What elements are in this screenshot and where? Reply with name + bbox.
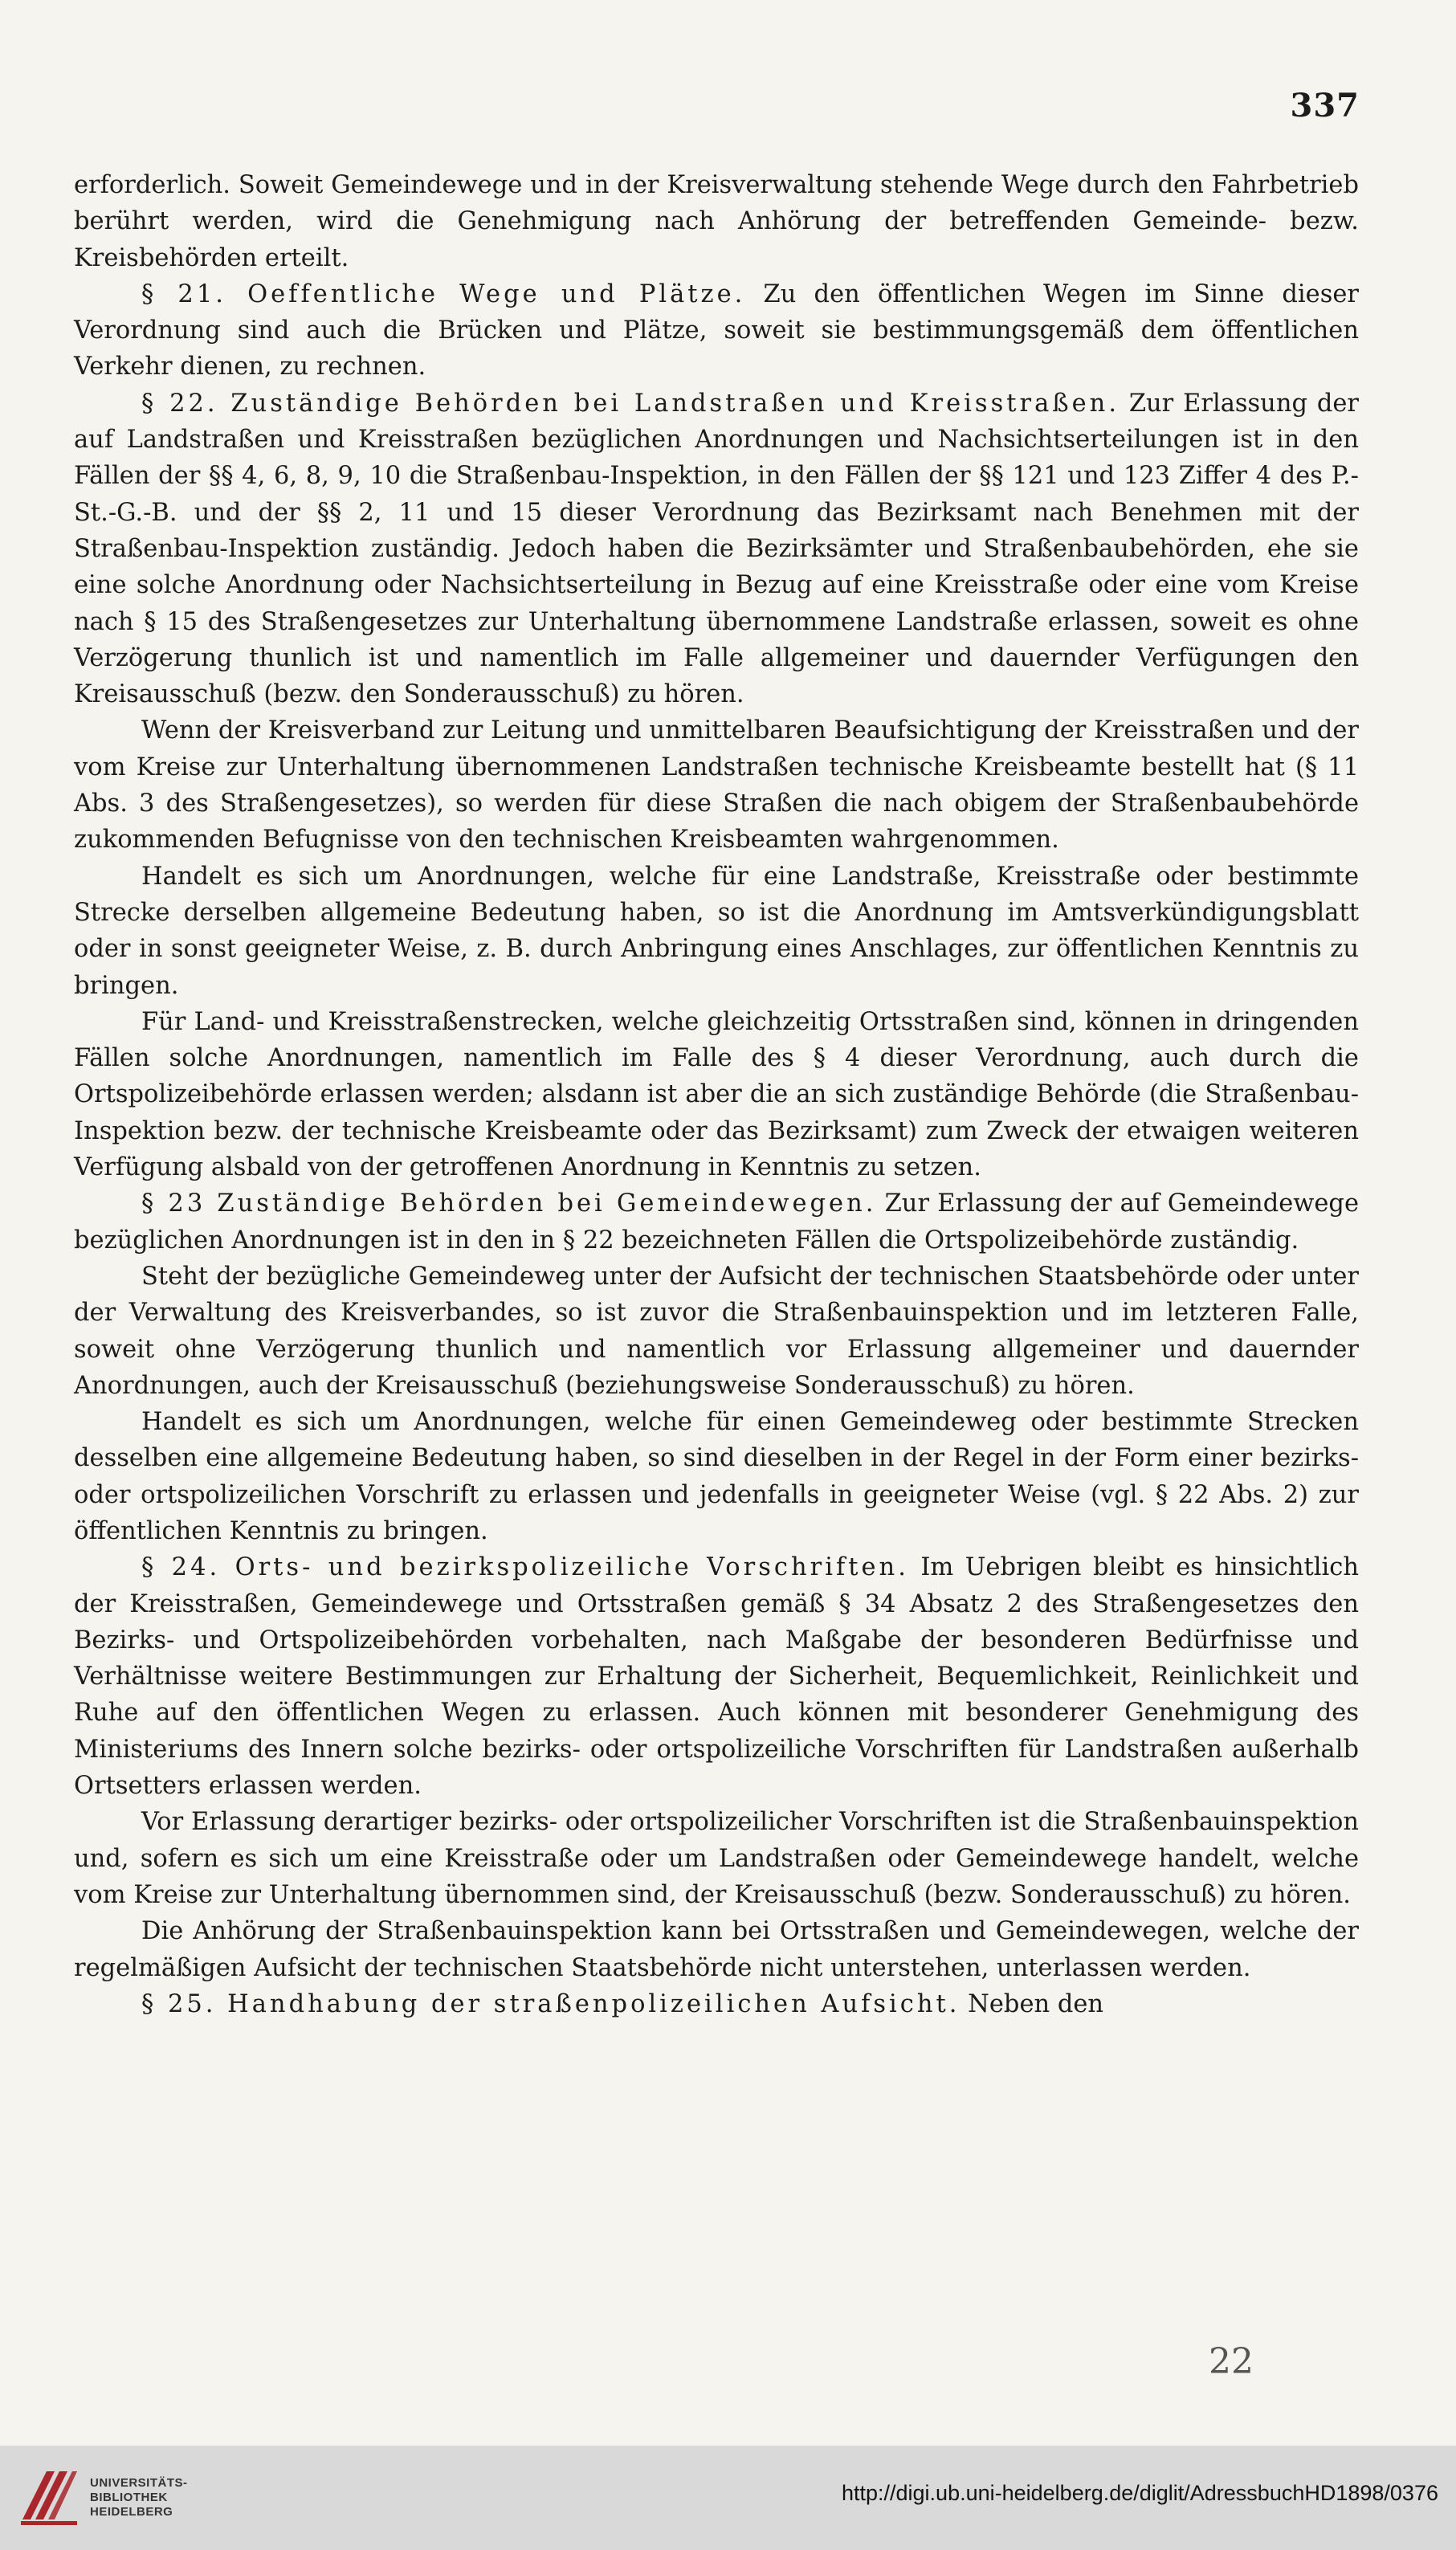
paragraph-24-anhoerung bbox=[74, 1913, 1359, 1986]
footer-bar bbox=[0, 2446, 1456, 2550]
page-number: 337 bbox=[1290, 87, 1360, 124]
library-logo-icon bbox=[14, 2463, 84, 2532]
paragraph-23 bbox=[74, 1185, 1359, 1259]
paragraph-22 bbox=[74, 386, 1359, 713]
paragraph-text: Für Land- und Kreisstraßenstrecken, welche gleichzeitig Ortsstraßen sind, können in dringenden Fällen solche Anordnungen, namentlich im Falle des § 4 dieser Verordnung, auch durch die Ortspolizeibehörde erlassen werden; alsdann ist aber die an sich zuständige Behörde (die Straßenbau-Inspektion bezw. der technische Kreisbeamte oder das Bezirksamt) zum Zweck der etwaigen weiteren Verfügung alsbald von der getroffenen Anordnung in Kenntnis zu setzen. bbox=[74, 1007, 1359, 1182]
paragraph-text: Handelt es sich um Anordnungen, welche für einen Gemeindeweg oder bestimmte Strecken desselben eine allgemeine Bedeutung haben, so sind dieselben in der Regel in der Form einer bezirks- oder ortspolizeilichen Vorschrift zu erlassen und jedenfalls in geeigneter Weise (vgl. § 22 Abs. 2) zur öffentlichen Kenntnis zu bringen. bbox=[74, 1408, 1359, 1545]
body-text bbox=[74, 167, 1359, 2022]
paragraph-text: Die Anhörung der Straßenbauinspektion kann bei Ortsstraßen und Gemeindewegen, welche der regelmäßigen Aufsicht der technischen Staatsbehörde nicht unterstehen, unterlassen werden. bbox=[74, 1917, 1359, 1982]
paragraph-23-aufsicht bbox=[74, 1259, 1359, 1404]
paragraph-23-bedeutung bbox=[74, 1404, 1359, 1549]
paragraph-text: Vor Erlassung derartiger bezirks- oder ortspolizeilicher Vorschriften ist die Straßenbauinspektion und, sofern es sich um eine Kreisstraße oder um Landstraßen oder Gemeindewege handelt, welche vom Kreise zur Unterhaltung übernommen sind, der Kreisausschuß (bezw. Sonderausschuß) zu hören. bbox=[74, 1808, 1359, 1909]
section-heading: § 22. Zuständige Behörden bei Landstraßen und Kreisstraßen. bbox=[141, 389, 1120, 418]
paragraph-24 bbox=[74, 1549, 1359, 1804]
paragraph-text: Steht der bezügliche Gemeindeweg unter der Aufsicht der technischen Staatsbehörde oder unter der Verwaltung des Kreisverbandes, so ist zuvor die Straßenbauinspektion und im letzteren Falle, soweit ohne Verzögerung thunlich und namentlich vor Erlassung allgemeiner und dauernder Anordnungen, auch der Kreisausschuß (beziehungsweise Sonderausschuß) zu hören. bbox=[74, 1262, 1359, 1400]
paragraph-text: erforderlich. Soweit Gemeindewege und in der Kreisverwaltung stehende Wege durch den Fahrbetrieb berührt werden, wird die Genehmigung nach Anhörung der betreffenden Gemeinde- bezw. Kreisbehörden erteilt. bbox=[74, 171, 1359, 272]
paragraph-text: Zur Erlassung der auf Landstraßen und Kreisstraßen bezüglichen Anordnungen und Nachsichtserteilungen ist in den Fällen der §§ 4, 6, 8, 9, 10 die Straßenbau-Inspektion, in den Fällen der §§ 121 und 123 Ziffer 4 des P.-St.-G.-B. und der §§ 2, 11 und 15 dieser Verordnung das Bezirksamt nach Benehmen mit der Straßenbau-Inspektion zuständig. Jedoch haben die Bezirksämter und Straßenbaubehörden, ehe sie eine solche Anordnung oder Nachsichtserteilung in Bezug auf eine Kreisstraße oder eine vom Kreise nach § 15 des Straßengesetzes zur Unterhaltung übernommene Landstraße erlassen, soweit es ohne Verzögerung thunlich ist und namentlich im Falle allgemeiner und dauernder Verfügungen den Kreisausschuß (bezw. den Sonderausschuß) zu hören. bbox=[74, 389, 1359, 709]
paragraph-22-anordnungen bbox=[74, 859, 1359, 1004]
paragraph-text: Wenn der Kreisverband zur Leitung und unmittelbaren Beaufsichtigung der Kreisstraßen und der vom Kreise zur Unterhaltung übernommenen Landstraßen technische Kreisbeamte bestellt hat (§ 11 Abs. 3 des Straßengesetzes), so werden für diese Straßen die nach obigem der Straßenbaubehörde zukommenden Befugnisse von den technischen Kreisbeamten wahrgenommen. bbox=[74, 716, 1359, 855]
paragraph-text: Neben den bbox=[960, 1989, 1104, 2018]
paragraph-text: Handelt es sich um Anordnungen, welche für eine Landstraße, Kreisstraße oder bestimmte Strecke derselben allgemeine Bedeutung haben, so ist die Anordnung im Amtsverkündigungsblatt oder in sonst geeigneter Weise, z. B. durch Anbringung eines Anschlages, zur öffentlichen Kenntnis zu bringen. bbox=[74, 862, 1359, 1000]
library-name bbox=[90, 2476, 188, 2519]
section-heading: § 24. Orts- und bezirkspolizeiliche Vorschriften. bbox=[141, 1553, 909, 1582]
paragraph-22-ortsstrassen bbox=[74, 1004, 1359, 1185]
paragraph-21 bbox=[74, 276, 1359, 386]
paragraph-text: Im Uebrigen bleibt es hinsichtlich der Kreisstraßen, Gemeindewege und Ortsstraßen gemäß § 34 Absatz 2 des Straßengesetzes den Bezirks- und Ortspolizeibehörden vorbehalten, nach Maßgabe der besonderen Bedürfnisse und Verhältnisse weitere Bestimmungen zur Erhaltung der Sicherheit, Bequemlichkeit, Reinlichkeit und Ruhe auf den öffentlichen Wegen zu erlassen. Auch können mit besonderer Genehmigung des Ministeriums des Innern solche bezirks- oder ortspolizeiliche Vorschriften für Landstraßen außerhalb Ortsetters erlassen werden. bbox=[74, 1553, 1359, 1801]
library-line-1: UNIVERSITÄTS- bbox=[90, 2476, 188, 2490]
paragraph-24-erlassung bbox=[74, 1804, 1359, 1913]
section-heading: § 25. Handhabung der straßenpolizeilichen Aufsicht. bbox=[141, 1989, 960, 2018]
library-line-2: BIBLIOTHEK bbox=[90, 2491, 168, 2504]
signature-mark: 22 bbox=[1209, 2341, 1254, 2382]
section-heading: § 23 Zuständige Behörden bei Gemeindewegen. bbox=[141, 1189, 877, 1218]
paragraph-22-kreisverband bbox=[74, 712, 1359, 858]
paragraph-text: Zur Erlassung der auf Gemeindewege bezüglichen Anordnungen ist in den in § 22 bezeichneten Fällen die Ortspolizeibehörde zuständig. bbox=[74, 1189, 1359, 1255]
library-line-3: HEIDELBERG bbox=[90, 2505, 173, 2519]
paragraph-text: Zu den öffentlichen Wegen im Sinne dieser Verordnung sind auch die Brücken und Plätze, soweit sie bestimmungsgemäß dem öffentlichen Verkehr dienen, zu rechnen. bbox=[74, 279, 1359, 381]
source-url-link[interactable]: http://digi.ub.uni-heidelberg.de/diglit/AdressbuchHD1898/0376 bbox=[841, 2481, 1438, 2505]
paragraph-0 bbox=[74, 167, 1359, 276]
section-heading: § 21. Oeffentliche Wege und Plätze. bbox=[141, 279, 746, 308]
paragraph-25 bbox=[74, 1986, 1359, 2022]
